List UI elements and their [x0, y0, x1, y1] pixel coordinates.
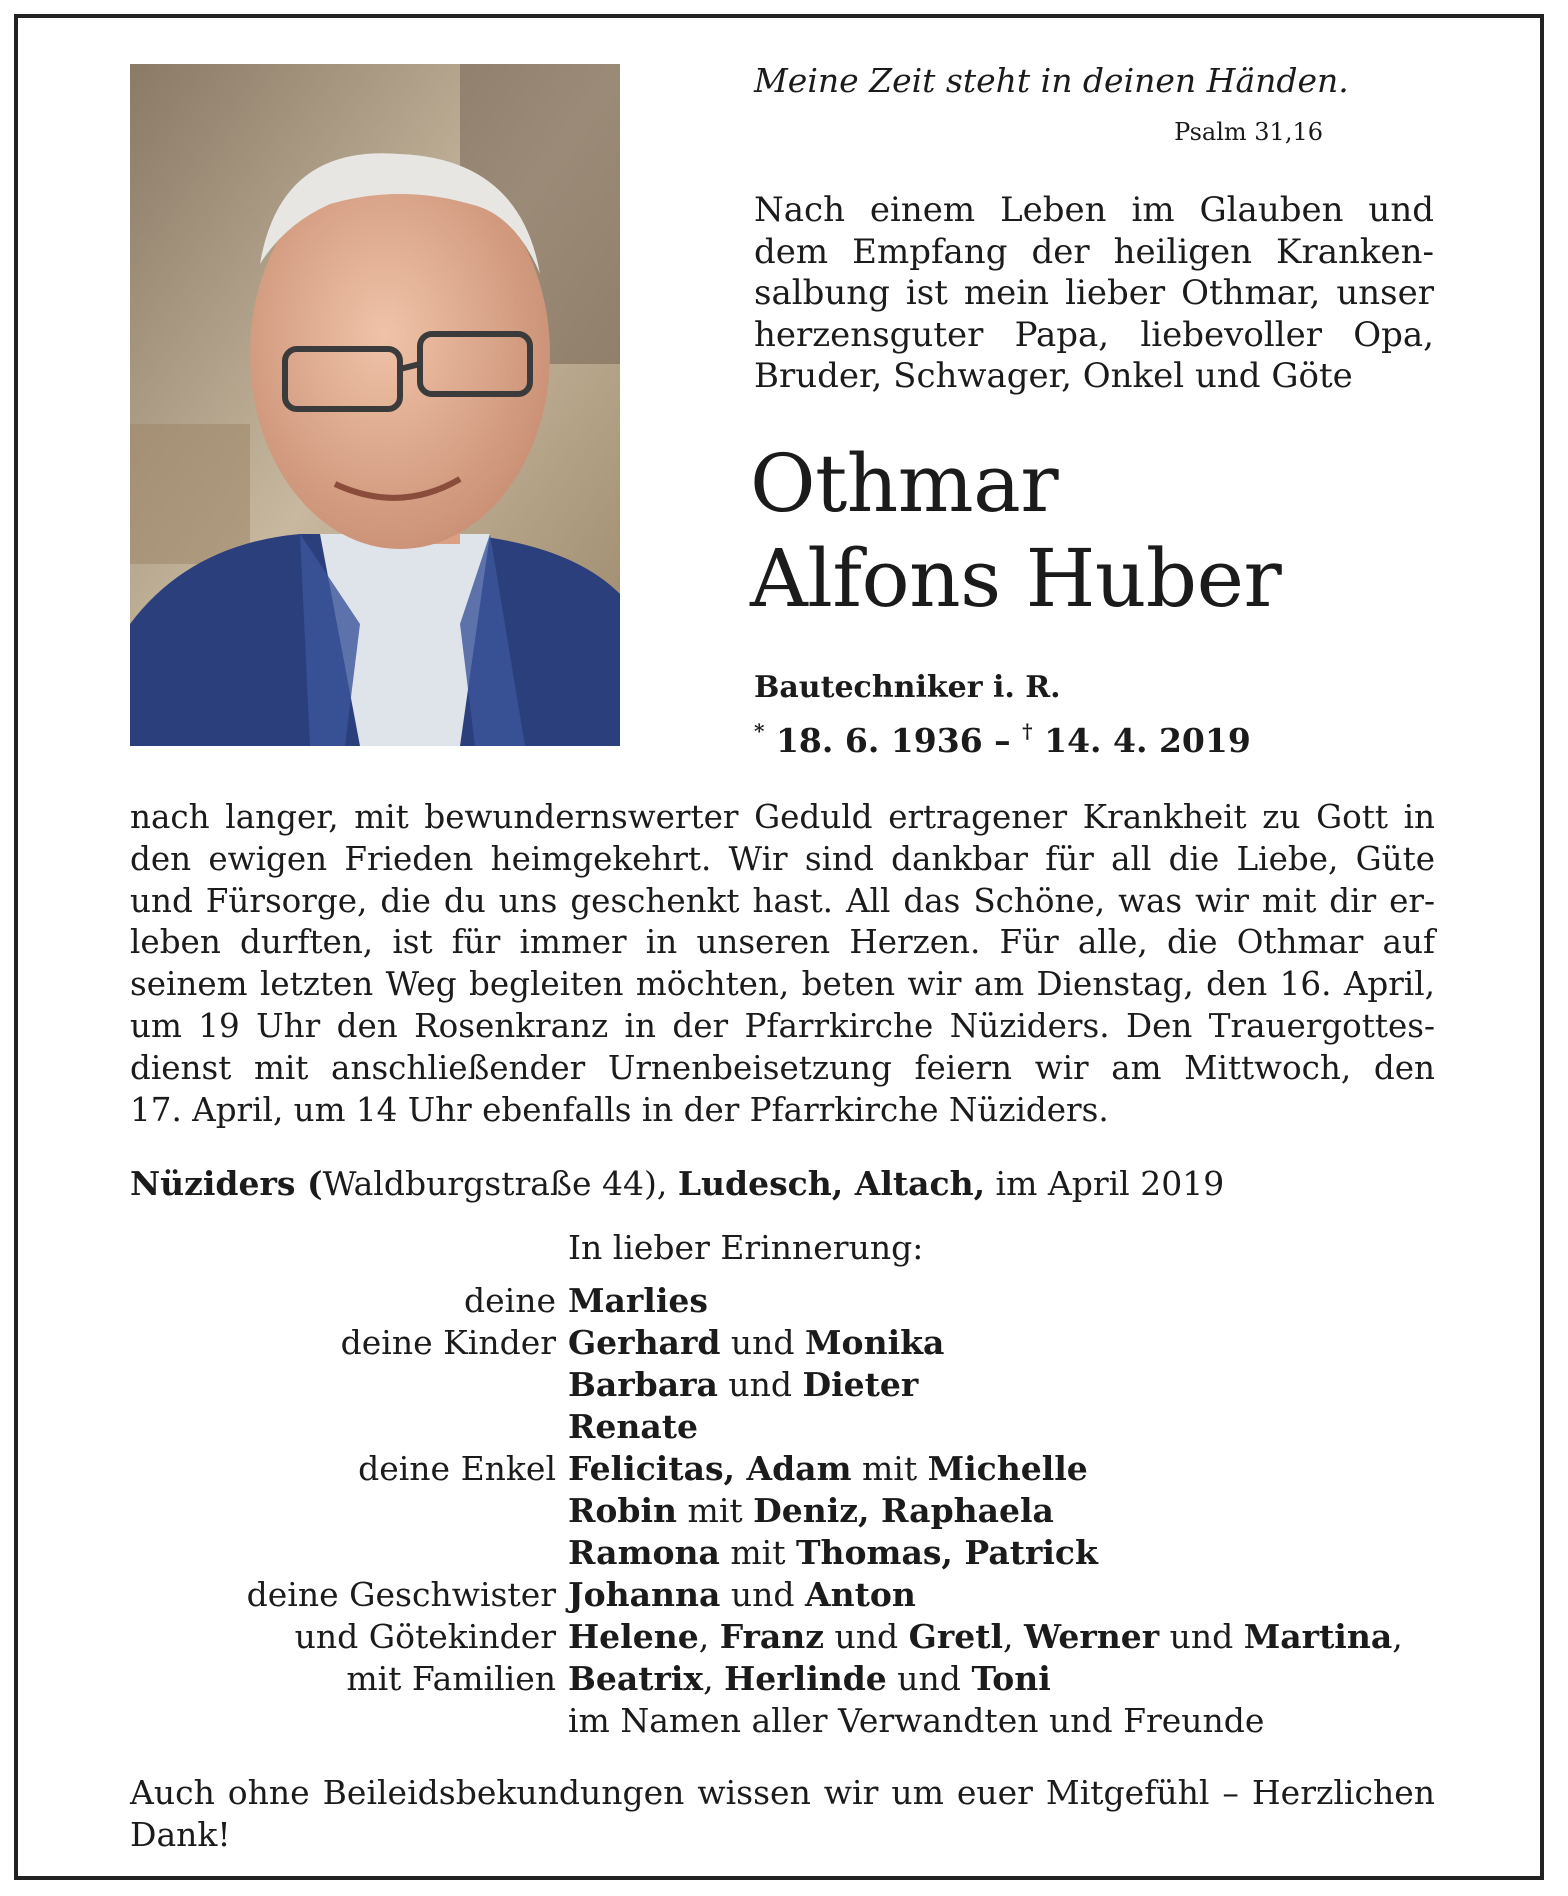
- family-relation-label: und Götekinder: [294, 1617, 556, 1656]
- family-connector: ,: [1003, 1617, 1024, 1656]
- family-member-name: Monika: [805, 1323, 945, 1362]
- family-names: [568, 1448, 1088, 1490]
- birth-date: 18. 6. 1936: [775, 721, 983, 760]
- body-line: leben durften, ist für immer in unseren Herzen. Für alle, die Othmar auf: [130, 923, 1435, 962]
- family-connector: und: [886, 1659, 972, 1698]
- place-others: Ludesch, Altach,: [677, 1164, 986, 1203]
- portrait-illustration: [130, 64, 620, 746]
- family-connector: und: [720, 1323, 806, 1362]
- intro-line: dem Empfang der heiligen Kranken-: [754, 231, 1434, 272]
- announcement-body: [130, 797, 1435, 1131]
- intro-line: herzensguter Papa, liebevoller Opa,: [754, 314, 1434, 355]
- family-names: [568, 1616, 1403, 1658]
- family-member-name: Werner: [1024, 1617, 1160, 1656]
- body-line: seinem letzten Weg begleiten möchten, beten wir am Dienstag, den 16. April,: [130, 965, 1435, 1004]
- family-row: [180, 1574, 1480, 1616]
- name-full: Alfons Huber: [750, 532, 1282, 625]
- name-first: Othmar: [750, 437, 1059, 530]
- family-connector: mit: [719, 1533, 796, 1572]
- remembrance-heading: In lieber Erinnerung:: [568, 1228, 924, 1267]
- family-member-name: Renate: [568, 1407, 699, 1446]
- family-member-name: Ramona: [568, 1533, 720, 1572]
- family-member-name: Deniz, Raphaela: [753, 1491, 1054, 1530]
- family-names: [568, 1364, 918, 1406]
- family-row: [180, 1658, 1480, 1700]
- closing-line: Dank!: [130, 1815, 231, 1854]
- family-connector: mit: [851, 1449, 928, 1488]
- family-member-name: Felicitas, Adam: [568, 1449, 852, 1488]
- body-line: 17. April, um 14 Uhr ebenfalls in der Pfarrkirche Nüziders.: [130, 1090, 1109, 1129]
- family-member-name: Dieter: [802, 1365, 919, 1404]
- family-list: [180, 1280, 1480, 1742]
- family-relation-label: mit Familien: [346, 1659, 556, 1698]
- death-symbol: †: [1022, 719, 1033, 743]
- family-row: [180, 1322, 1480, 1364]
- family-row: [180, 1406, 1480, 1448]
- portrait-photo: [130, 64, 620, 746]
- place-date: im April 2019: [985, 1164, 1225, 1203]
- family-connector: und: [717, 1365, 803, 1404]
- family-member-name: Thomas, Patrick: [795, 1533, 1098, 1572]
- family-connector: und: [824, 1617, 909, 1656]
- family-connector: im Namen aller Verwandten und Freunde: [568, 1701, 1265, 1740]
- body-line: und Fürsorge, die du uns geschenkt hast. All das Schöne, was wir mit dir er-: [130, 881, 1435, 920]
- family-member-name: Robin: [568, 1491, 678, 1530]
- intro-line: salbung ist mein lieber Othmar, unser: [754, 273, 1434, 313]
- family-names: [568, 1700, 1264, 1742]
- family-member-name: Toni: [971, 1659, 1051, 1698]
- place-town: Nüziders (: [130, 1164, 323, 1203]
- family-relation-label: [180, 1490, 568, 1532]
- closing-line: Auch ohne Beileidsbekundungen wissen wir um euer Mitgefühl – Herzlichen: [130, 1773, 1435, 1812]
- family-names: [568, 1490, 1054, 1532]
- family-member-name: Gerhard: [568, 1323, 721, 1362]
- motto-quote: Meine Zeit steht in deinen Händen.: [754, 61, 1349, 100]
- family-relation-label: deine Enkel: [358, 1449, 556, 1488]
- body-line: den ewigen Frieden heimgekehrt. Wir sind dankbar für all die Liebe, Güte: [130, 839, 1435, 878]
- family-names: [568, 1406, 698, 1448]
- body-line: dienst mit anschließender Urnenbeisetzung feiern wir am Mittwoch, den: [130, 1048, 1435, 1087]
- family-member-name: Helene: [568, 1617, 699, 1656]
- family-member-name: Anton: [805, 1575, 916, 1614]
- intro-text: [754, 190, 1434, 398]
- family-relation-label: [180, 1532, 568, 1574]
- family-member-name: Barbara: [568, 1365, 718, 1404]
- family-relation-label: [180, 1364, 568, 1406]
- family-member-name: Beatrix: [568, 1659, 704, 1698]
- deceased-name: [750, 436, 1281, 626]
- family-connector: ,: [1392, 1617, 1403, 1656]
- closing-text: [130, 1772, 1435, 1856]
- place-address: Waldburgstraße 44),: [322, 1164, 678, 1203]
- body-line: um 19 Uhr den Rosenkranz in der Pfarrkirche Nüziders. Den Trauergottes-: [130, 1006, 1435, 1045]
- family-relation-label: deine Kinder: [340, 1323, 556, 1362]
- family-row: [180, 1616, 1480, 1658]
- family-member-name: Marlies: [568, 1281, 708, 1320]
- family-member-name: Franz: [719, 1617, 825, 1656]
- family-row: [180, 1532, 1480, 1574]
- family-row: [180, 1448, 1480, 1490]
- family-names: [568, 1532, 1098, 1574]
- family-names: [568, 1574, 916, 1616]
- family-relation-label: deine Geschwister: [246, 1575, 556, 1614]
- psalm-reference: Psalm 31,16: [1174, 118, 1323, 146]
- family-connector: und: [720, 1575, 805, 1614]
- family-names: [568, 1322, 944, 1364]
- family-member-name: Michelle: [927, 1449, 1088, 1488]
- family-member-name: Martina: [1243, 1617, 1393, 1656]
- birth-symbol: *: [754, 719, 765, 743]
- family-names: [568, 1280, 708, 1322]
- family-member-name: Herlinde: [724, 1659, 887, 1698]
- family-member-name: Johanna: [568, 1575, 721, 1614]
- place-and-date: [130, 1162, 1224, 1206]
- death-date: 14. 4. 2019: [1044, 721, 1251, 760]
- family-connector: ,: [698, 1617, 720, 1656]
- body-line: nach langer, mit bewundernswerter Geduld ertragener Krankheit zu Gott in: [130, 798, 1435, 836]
- family-relation-label: [180, 1406, 568, 1448]
- family-relation-label: [180, 1700, 568, 1742]
- family-row: [180, 1490, 1480, 1532]
- family-connector: und: [1159, 1617, 1244, 1656]
- family-connector: mit: [677, 1491, 754, 1530]
- family-row: [180, 1364, 1480, 1406]
- intro-line: Bruder, Schwager, Onkel und Göte: [754, 356, 1353, 396]
- intro-line: Nach einem Leben im Glauben und: [754, 190, 1434, 230]
- family-member-name: Gretl: [908, 1617, 1004, 1656]
- family-row: [180, 1700, 1480, 1742]
- family-relation-label: deine: [464, 1281, 556, 1320]
- family-names: [568, 1658, 1051, 1700]
- family-connector: ,: [703, 1659, 725, 1698]
- family-row: [180, 1280, 1480, 1322]
- date-dash: –: [982, 721, 1023, 760]
- life-dates: [754, 710, 1251, 762]
- profession: Bautechniker i. R.: [754, 670, 1061, 705]
